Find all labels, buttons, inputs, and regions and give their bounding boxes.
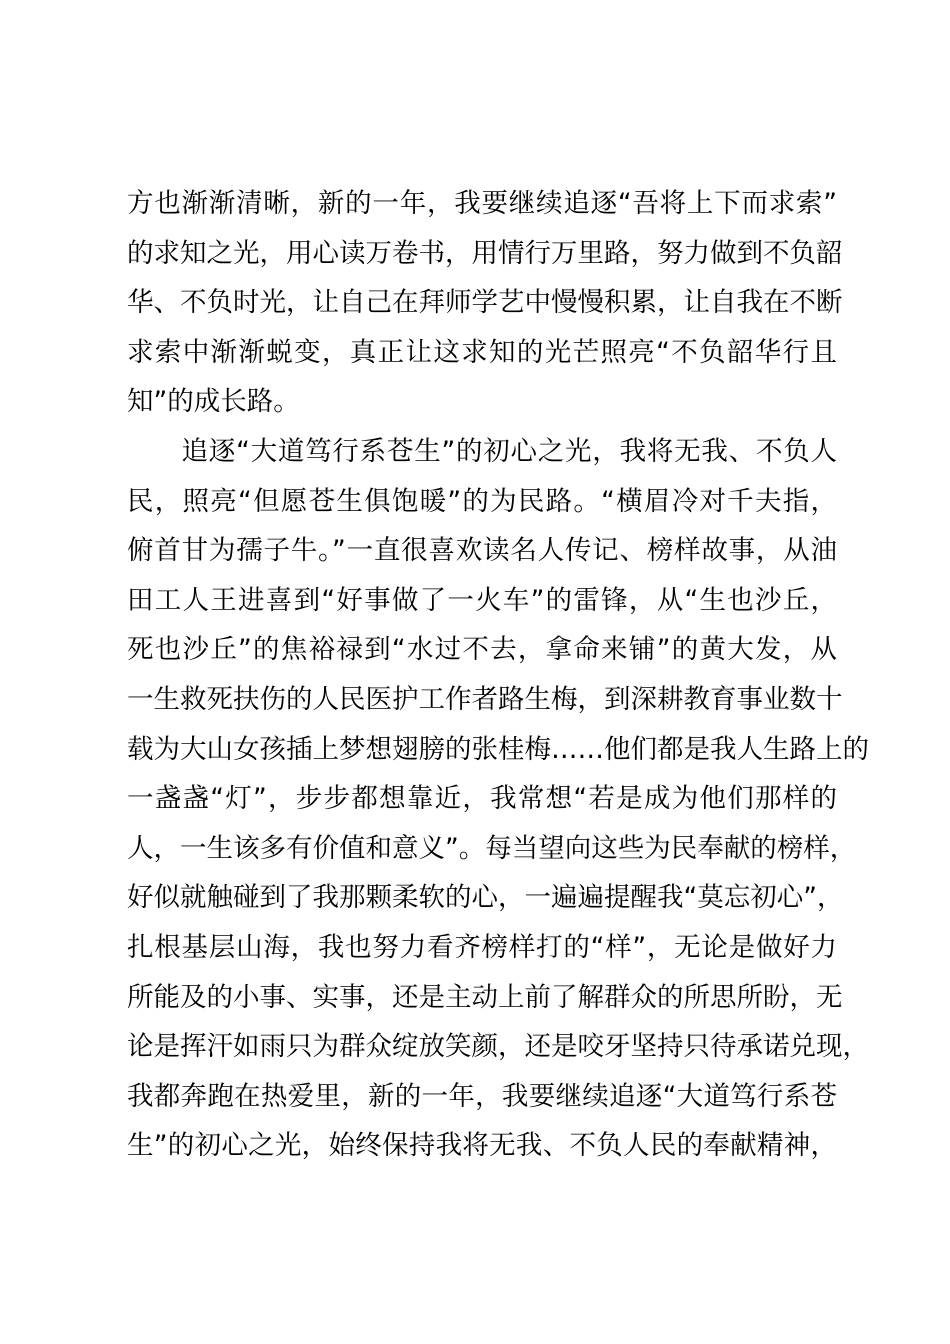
text-line: 我都奔跑在热爱里，新的一年，我要继续追逐“大道笃行系苍	[127, 1080, 837, 1112]
text-line: 知”的成长路。	[127, 386, 300, 418]
text-line: 好似就触碰到了我那颗柔软的心，一遍遍提醒我“莫忘初心”，	[127, 882, 844, 914]
text-line: 追逐“大道笃行系苍生”的初心之光，我将无我、不负人	[127, 435, 837, 467]
text-line: 民，照亮“但愿苍生俱饱暖”的为民路。“横眉冷对千夫指，	[127, 485, 837, 517]
paragraph-original-heart	[127, 427, 869, 1171]
text-line: 所能及的小事、实事，还是主动上前了解群众的所思所盼，无	[127, 981, 843, 1013]
body-text	[127, 179, 869, 1171]
text-line: 田工人王进喜到“好事做了一火车”的雷锋，从“生也沙丘，	[127, 584, 837, 616]
paragraph-seeking-knowledge-end	[127, 179, 843, 427]
text-line: 论是挥汗如雨只为群众绽放笑颜，还是咬牙坚持只待承诺兑现，	[127, 1031, 869, 1063]
text-line: 一盏盏“灯”，步步都想靠近，我常想“若是成为他们那样的	[127, 783, 837, 815]
text-line: 的求知之光，用心读万卷书，用情行万里路，努力做到不负韶	[127, 237, 843, 269]
text-line: 华、不负时光，让自己在拜师学艺中慢慢积累，让自我在不断	[127, 287, 843, 319]
text-line: 生”的初心之光，始终保持我将无我、不负人民的奉献精神，	[127, 1130, 837, 1162]
text-line: 扎根基层山海，我也努力看齐榜样打的“样”，无论是做好力	[127, 931, 837, 963]
text-line: 一生救死扶伤的人民医护工作者路生梅，到深耕教育事业数十	[127, 683, 843, 715]
text-line: 载为大山女孩插上梦想翅膀的张桂梅……他们都是我人生路上的	[127, 733, 869, 765]
text-line: 死也沙丘”的焦裕禄到“水过不去，拿命来铺”的黄大发，从	[127, 634, 837, 666]
text-line: 俯首甘为孺子牛。”一直很喜欢读名人传记、榜样故事，从油	[127, 535, 837, 567]
text-line: 人，一生该多有价值和意义”。每当望向这些为民奉献的榜样，	[127, 832, 857, 864]
text-line: 方也渐渐清晰，新的一年，我要继续追逐“吾将上下而求索”	[127, 188, 837, 219]
text-line: 求索中渐渐蜕变，真正让这求知的光芒照亮“不负韶华行且	[127, 336, 837, 368]
